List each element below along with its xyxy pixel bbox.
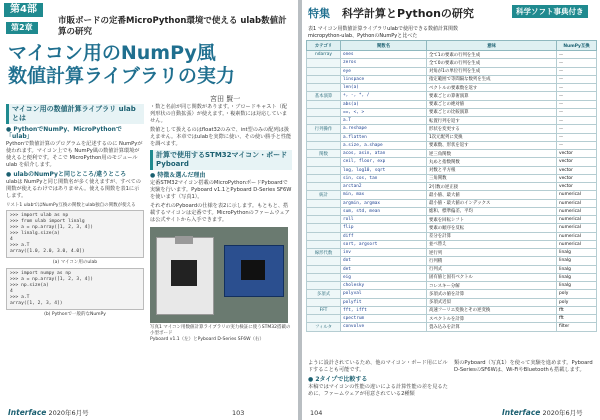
table-cell-compat: numerical bbox=[557, 191, 597, 199]
table-cell-cat bbox=[307, 315, 341, 323]
table-cell-compat: ー bbox=[557, 125, 597, 133]
table-cell-cat bbox=[307, 59, 341, 67]
paragraph: それぞれのPyboardの仕様を表2に示します。もともと、搭載するマイコンは定番です。MicroPythonのファームウェアは公式サイトから入手できます。 bbox=[150, 203, 290, 223]
title-line-2: 数値計算ライブラリの実力 bbox=[8, 65, 235, 87]
table-caption: 表1 マイコン用数値計算ライブラリulabで使用できる数値計算関数 micropython-ulab、PythonのNumPyと比べた bbox=[308, 26, 458, 39]
table-cell-fn: a.flatten bbox=[341, 133, 427, 141]
table-cell-cat bbox=[307, 257, 341, 265]
table-cell-cat bbox=[307, 84, 341, 92]
table-cell-fn: linspace bbox=[341, 75, 427, 83]
table-cell-cat: フィルタ bbox=[307, 323, 341, 331]
table-row bbox=[307, 323, 597, 331]
pyboard-v11-image bbox=[156, 237, 214, 315]
table-cell-cat bbox=[307, 174, 341, 182]
table-cell-fn: eye bbox=[341, 67, 427, 75]
table-row bbox=[307, 59, 597, 67]
subheading: ● PythonでNumPy、MicroPythonで「ulab」 bbox=[6, 126, 122, 140]
table-cell-compat: vector bbox=[557, 174, 597, 182]
table-cell-fn: eig bbox=[341, 273, 427, 281]
magazine-brand: Interface bbox=[8, 408, 47, 417]
table-cell-compat: linalg bbox=[557, 249, 597, 257]
table-cell-fn: sort, argsort bbox=[341, 240, 427, 248]
table-cell-desc: 要素数、形状を返す bbox=[427, 141, 557, 149]
table-cell-compat: ー bbox=[557, 59, 597, 67]
table-cell-fn: ceil, floor, exp bbox=[341, 158, 427, 166]
table-row bbox=[307, 141, 597, 149]
table-row bbox=[307, 51, 597, 59]
table-cell-cat bbox=[307, 207, 341, 215]
table-cell-cat bbox=[307, 67, 341, 75]
paragraph: 類のPyboard（写真1）を使って実験を進めます。Pyboard D-SeriesのSF6Wは、Wi-FiやBluetoothも搭載します。 bbox=[454, 360, 593, 373]
table-row bbox=[307, 207, 597, 215]
table-cell-fn: a.T bbox=[341, 117, 427, 125]
issue-date: 2020年6月号 bbox=[48, 409, 89, 417]
column-header: NumPy互換 bbox=[557, 41, 597, 51]
table-cell-compat: linalg bbox=[557, 265, 597, 273]
table-cell-compat: numerical bbox=[557, 232, 597, 240]
table-cell-fn: diff bbox=[341, 232, 427, 240]
table-cell-fn: ones bbox=[341, 51, 427, 59]
table-row bbox=[307, 174, 597, 182]
table-cell-cat bbox=[307, 166, 341, 174]
table-cell-desc: 要素ごとの比較演算 bbox=[427, 108, 557, 116]
code-caption-a: (a) マイコン用のulab bbox=[52, 260, 98, 265]
table-cell-desc: 行列式 bbox=[427, 265, 557, 273]
function-table bbox=[306, 40, 597, 332]
table-row bbox=[307, 92, 597, 100]
feature-title: 科学計算とPythonの研究 bbox=[342, 7, 474, 20]
table-cell-fn: arctan2 bbox=[341, 183, 427, 191]
table-cell-fn: len(a) bbox=[341, 84, 427, 92]
table-row bbox=[307, 290, 597, 298]
running-header bbox=[302, 0, 600, 22]
board-photo bbox=[150, 227, 288, 323]
table-cell-compat: linalg bbox=[557, 257, 597, 265]
table-row bbox=[307, 150, 597, 158]
table-cell-fn: acos, asin, atan bbox=[341, 150, 427, 158]
table-cell-desc: 多項式近似 bbox=[427, 298, 557, 306]
table-cell-cat bbox=[307, 108, 341, 116]
table-row bbox=[307, 117, 597, 125]
table-cell-desc: 転置行列を返す bbox=[427, 117, 557, 125]
table-cell-compat: ー bbox=[557, 51, 597, 59]
table-row bbox=[307, 224, 597, 232]
table-cell-fn: +, -, *, / bbox=[341, 92, 427, 100]
table-cell-cat: 関数 bbox=[307, 150, 341, 158]
table-cell-cat bbox=[307, 232, 341, 240]
code-listing-b: >>> import numpy as np >>> a = np.array([1, 2, 3, 4]) >>> np.size(a) 4 >>> a.T array([1, 2, 3, 4]) bbox=[6, 268, 144, 310]
table-row bbox=[307, 249, 597, 257]
table-row bbox=[307, 298, 597, 306]
table-cell-compat: numerical bbox=[557, 199, 597, 207]
table-row bbox=[307, 306, 597, 314]
table-cell-desc: 対角が1の単位行列を生成 bbox=[427, 67, 557, 75]
title-line-1: マイコン用のNumPy風 bbox=[8, 42, 216, 64]
table-cell-compat: ー bbox=[557, 133, 597, 141]
feature-label: 特集 bbox=[308, 7, 330, 20]
table-cell-compat: ー bbox=[557, 84, 597, 92]
right-column-2 bbox=[454, 360, 596, 376]
magazine-brand: Interface bbox=[502, 408, 541, 417]
chapter-label: 第2章 bbox=[6, 22, 38, 34]
left-column-1 bbox=[6, 104, 144, 320]
table-cell-desc: 最小値・最大値のインデックス bbox=[427, 199, 557, 207]
table-row bbox=[307, 273, 597, 281]
table-row bbox=[307, 100, 597, 108]
right-page bbox=[302, 0, 600, 420]
table-cell-cat bbox=[307, 100, 341, 108]
table-cell-fn: a.size, a.shape bbox=[341, 141, 427, 149]
code-caption-b: (b) Pythonで一般的なNumPy bbox=[44, 312, 106, 317]
pyboard-d-sf6w-image bbox=[224, 245, 284, 297]
table-row bbox=[307, 84, 597, 92]
table-cell-cat bbox=[307, 224, 341, 232]
table-cell-compat: vector bbox=[557, 150, 597, 158]
paragraph: 数値として扱えるのはfloat32のみで、int型のみの配列は扱えません。本章ではulabを実際に使い、その使い勝手と性能を調べます。 bbox=[150, 127, 292, 147]
table-cell-desc: 要素ごとの算術演算 bbox=[427, 92, 557, 100]
table-cell-fn: det bbox=[341, 265, 427, 273]
table-row bbox=[307, 232, 597, 240]
listing-caption: リスト1 ulabではNumPy互換の関数とulab独自の関数が使える bbox=[6, 203, 136, 208]
table-cell-cat bbox=[307, 141, 341, 149]
table-cell-compat: numerical bbox=[557, 207, 597, 215]
table-cell-fn: convolve bbox=[341, 323, 427, 331]
table-row bbox=[307, 257, 597, 265]
feature-tag: 科学ソフト事典付き bbox=[512, 5, 588, 18]
table-cell-fn: polyfit bbox=[341, 298, 427, 306]
part-label: 第4部 bbox=[4, 3, 43, 17]
table-cell-desc: 行列積 bbox=[427, 257, 557, 265]
table-cell-cat: 基本演算 bbox=[307, 92, 341, 100]
photo-subcaption: Pyboard v1.1（左）とPyboard D-Series SF6W（右） bbox=[150, 337, 265, 342]
table-row bbox=[307, 199, 597, 207]
table-cell-fn: ==, <, > bbox=[341, 108, 427, 116]
table-row bbox=[307, 75, 597, 83]
issue-date: 2020年6月号 bbox=[542, 409, 583, 417]
table-row bbox=[307, 191, 597, 199]
paragraph: Pythonで数値計算のプログラムを記述するのに NumPyが使われます。マイコン上でも NumPy風の数値計算環境が使えると便利です。そこで MicroPython用のモジュール ulab を紹介します。 bbox=[6, 141, 143, 168]
table-cell-desc: スペクトルを計算 bbox=[427, 315, 557, 323]
table-cell-fn: a.reshape bbox=[341, 125, 427, 133]
table-cell-cat: ndarray bbox=[307, 51, 341, 59]
table-cell-cat bbox=[307, 75, 341, 83]
author-name: 宮田 賢一 bbox=[210, 95, 241, 103]
table-cell-fn: inv bbox=[341, 249, 427, 257]
table-cell-desc: 1次元配列に変換 bbox=[427, 133, 557, 141]
table-cell-cat: 線形代数 bbox=[307, 249, 341, 257]
table-cell-desc: 畳み込みを計算 bbox=[427, 323, 557, 331]
table-cell-desc: 2引数の逆正接 bbox=[427, 183, 557, 191]
page-number: 104 bbox=[310, 409, 323, 417]
table-cell-compat: fft bbox=[557, 315, 597, 323]
table-cell-fn: spectrum bbox=[341, 315, 427, 323]
table-cell-cat: 行列操作 bbox=[307, 125, 341, 133]
table-row bbox=[307, 108, 597, 116]
table-cell-cat bbox=[307, 298, 341, 306]
table-cell-cat: 多項式 bbox=[307, 290, 341, 298]
table-cell-desc: 形状を変更する bbox=[427, 125, 557, 133]
table-cell-desc: 高速フーリエ変換とその逆変換 bbox=[427, 306, 557, 314]
table-cell-cat bbox=[307, 183, 341, 191]
paragraph: 定番STM32マイコン搭載のMicroPythonボードPyboardで実験を行います。Pyboard v1.1とPyboard D-Series SF6Wを使います（写真1）。 bbox=[150, 180, 292, 200]
table-cell-cat bbox=[307, 273, 341, 281]
table-cell-fn: polyval bbox=[341, 290, 427, 298]
table-cell-fn: zeros bbox=[341, 59, 427, 67]
table-cell-fn: dot bbox=[341, 257, 427, 265]
table-cell-compat: ー bbox=[557, 67, 597, 75]
photo-caption: 写真1 マイコン用数値計算ライブラリの実力検証に使うSTM32搭載の小型ボード bbox=[150, 325, 291, 336]
table-row bbox=[307, 166, 597, 174]
table-cell-desc: 指定範囲で等間隔な数列を生成 bbox=[427, 75, 557, 83]
table-row bbox=[307, 315, 597, 323]
table-row bbox=[307, 265, 597, 273]
paragraph: 本稿ではマイコンの性能の違いによる計算性能の差を見るために、ファームウェアが用意されている2種類 bbox=[308, 384, 448, 397]
table-cell-compat: ー bbox=[557, 117, 597, 125]
table-cell-cat bbox=[307, 282, 341, 290]
table-cell-fn: min, max bbox=[341, 191, 427, 199]
paragraph: ・数と名前が同じ関数があります。・ブロードキャスト（配列形状の自動拡張）が使えます。・複素数には対応していません。 bbox=[150, 104, 288, 124]
table-cell-compat: numerical bbox=[557, 216, 597, 224]
column-header: 意味 bbox=[427, 41, 557, 51]
left-page bbox=[0, 0, 298, 420]
subheading: ● 2タイプで比較する bbox=[308, 376, 368, 383]
table-cell-compat: numerical bbox=[557, 240, 597, 248]
table-cell-fn: abs(a) bbox=[341, 100, 427, 108]
table-cell-cat bbox=[307, 133, 341, 141]
table-cell-compat: numerical bbox=[557, 224, 597, 232]
table-cell-desc: 要素ごとの絶対値 bbox=[427, 100, 557, 108]
subheading: ● 特徴＆選んだ理由 bbox=[150, 172, 206, 179]
subheading: ● ulabのNumPyと同じところ/違うところ bbox=[6, 171, 127, 178]
table-cell-compat: linalg bbox=[557, 273, 597, 281]
table-cell-compat: ー bbox=[557, 75, 597, 83]
section-heading: 計算で使用するSTM32マイコン・ボードPyboard bbox=[150, 150, 292, 170]
table-row bbox=[307, 133, 597, 141]
table-cell-desc: 全て0の要素の行列を生成 bbox=[427, 59, 557, 67]
section-heading: マイコン用の数値計算ライブラリ ulabとは bbox=[6, 104, 144, 124]
table-cell-compat: poly bbox=[557, 298, 597, 306]
paragraph: ように設計されているため、他のマイコン・ボード用にビルドすることも可能です。 bbox=[308, 360, 448, 373]
table-cell-cat: 統計 bbox=[307, 191, 341, 199]
table-row bbox=[307, 183, 597, 191]
paragraph: ulabは NumPyと同じ関数名が多く使えますが、すべての関数が使えるわけではありません。使える関数を表1に示します。 bbox=[6, 179, 141, 199]
table-cell-desc: 固有値と固有ベクトル bbox=[427, 273, 557, 281]
table-row bbox=[307, 282, 597, 290]
table-cell-compat: linalg bbox=[557, 282, 597, 290]
table-cell-compat: poly bbox=[557, 290, 597, 298]
table-cell-desc: 要素の順序を反転 bbox=[427, 224, 557, 232]
table-cell-fn: log, log10, sqrt bbox=[341, 166, 427, 174]
table-cell-desc: 逆行列 bbox=[427, 249, 557, 257]
table-row bbox=[307, 125, 597, 133]
left-footer bbox=[8, 408, 89, 417]
table-cell-compat: ー bbox=[557, 108, 597, 116]
table-cell-desc: 三角関数 bbox=[427, 174, 557, 182]
table-cell-cat bbox=[307, 265, 341, 273]
table-cell-cat bbox=[307, 158, 341, 166]
table-cell-cat bbox=[307, 240, 341, 248]
table-cell-fn: fft, ifft bbox=[341, 306, 427, 314]
table-cell-desc: 差分を計算 bbox=[427, 232, 557, 240]
table-cell-cat: FFT bbox=[307, 306, 341, 314]
table-cell-desc: 総和、標準偏差、平均 bbox=[427, 207, 557, 215]
table-row bbox=[307, 240, 597, 248]
table-cell-desc: 並べ替え bbox=[427, 240, 557, 248]
table-cell-compat: ー bbox=[557, 92, 597, 100]
article-title bbox=[8, 42, 292, 88]
table-cell-desc: 多項式の値を計算 bbox=[427, 290, 557, 298]
table-header-row bbox=[307, 41, 597, 51]
table-row bbox=[307, 67, 597, 75]
column-header: カテゴリ bbox=[307, 41, 341, 51]
table-cell-fn: roll bbox=[341, 216, 427, 224]
table-cell-desc: 最小値、最大値 bbox=[427, 191, 557, 199]
table-cell-cat bbox=[307, 216, 341, 224]
table-cell-fn: sin, cos, tan bbox=[341, 174, 427, 182]
table-cell-compat: vector bbox=[557, 166, 597, 174]
page-number: 103 bbox=[232, 409, 245, 417]
chapter-description: 市販ボードの定番MicroPython環境で使える ulab数値計算の研究 bbox=[58, 16, 287, 37]
table-cell-fn: sum, std, mean bbox=[341, 207, 427, 215]
table-cell-cat bbox=[307, 117, 341, 125]
table-cell-fn: flip bbox=[341, 224, 427, 232]
table-cell-compat: ー bbox=[557, 100, 597, 108]
right-column-1 bbox=[308, 360, 448, 400]
table-cell-compat: vector bbox=[557, 183, 597, 191]
table-cell-desc: 要素を回転シフト bbox=[427, 216, 557, 224]
left-column-2 bbox=[150, 104, 292, 343]
table-cell-compat: fft bbox=[557, 306, 597, 314]
table-row bbox=[307, 216, 597, 224]
table-cell-desc: 逆三角関数 bbox=[427, 150, 557, 158]
table-row bbox=[307, 158, 597, 166]
table-cell-desc: 全て1の要素の行列を生成 bbox=[427, 51, 557, 59]
table-cell-compat: ー bbox=[557, 141, 597, 149]
table-cell-compat: vector bbox=[557, 158, 597, 166]
column-header: 関数名 bbox=[341, 41, 427, 51]
table-cell-fn: cholesky bbox=[341, 282, 427, 290]
table-cell-desc: 丸めと指数関数 bbox=[427, 158, 557, 166]
table-cell-desc: ベクトルの要素数を返す bbox=[427, 84, 557, 92]
table-cell-desc: コレスキー分解 bbox=[427, 282, 557, 290]
table-cell-cat bbox=[307, 199, 341, 207]
right-footer bbox=[502, 408, 583, 417]
table-cell-desc: 対数と平方根 bbox=[427, 166, 557, 174]
table-cell-compat: filter bbox=[557, 323, 597, 331]
code-listing-a: >>> import ulab as np >>> from ulab import linalg >>> a = np.array([1, 2, 3, 4]) >>> linalg.size(a) 4 >>> a.T array([1.0, 2.0, 3.0, 4.0]) bbox=[6, 210, 144, 258]
table-cell-fn: argmin, argmax bbox=[341, 199, 427, 207]
